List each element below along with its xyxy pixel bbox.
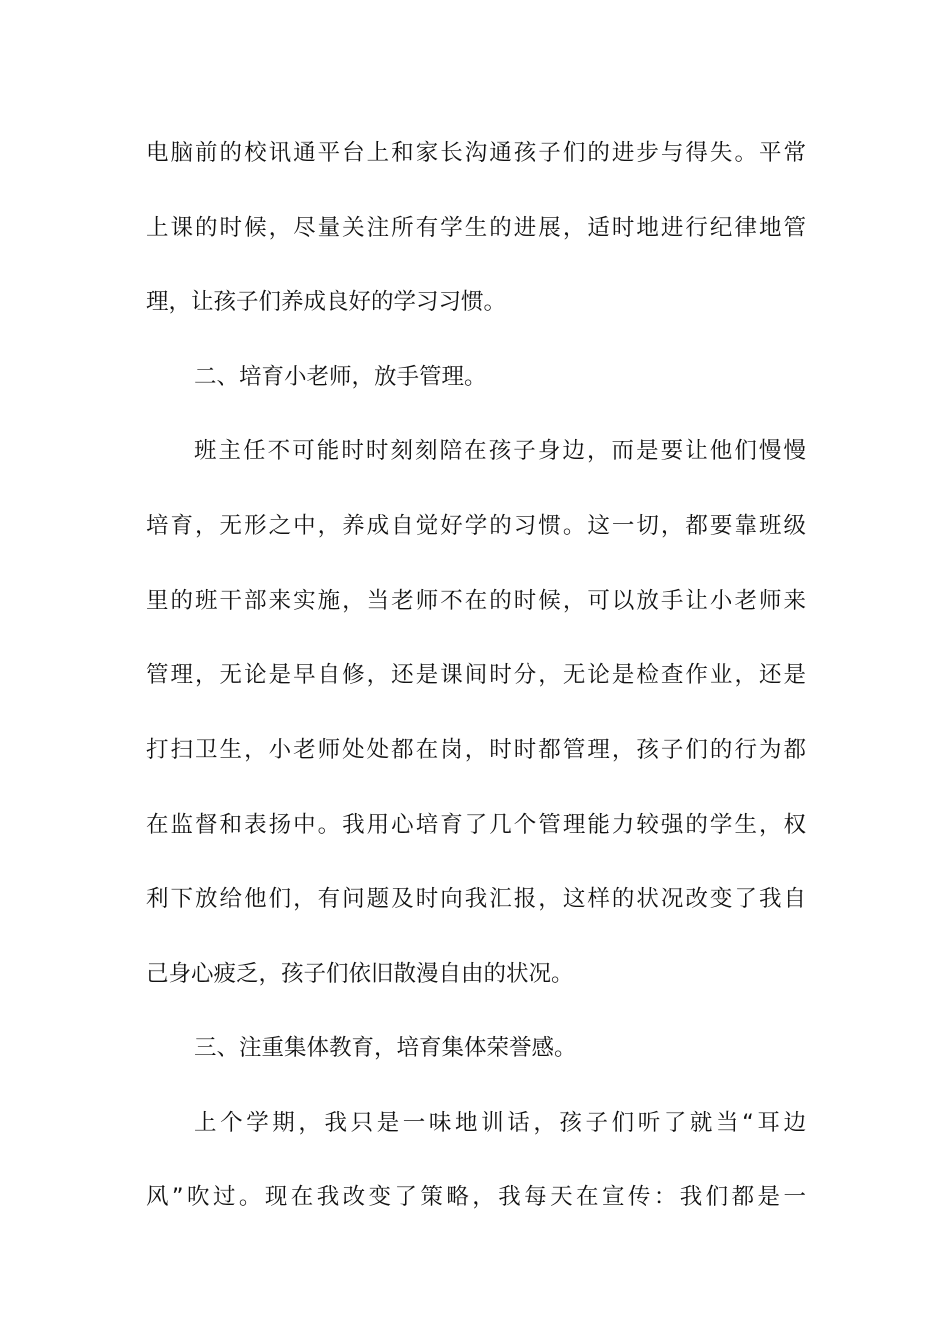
text-line: 培育，无形之中，养成自觉好学的习惯。这一切，都要靠班级 <box>146 513 806 539</box>
text-line: 班主任不可能时时刻刻陪在孩子身边，而是要让他们慢慢 <box>194 438 806 464</box>
text-line: 里的班干部来实施，当老师不在的时候，可以放手让小老师来 <box>146 588 806 614</box>
text-line: 风”吹过。现在我改变了策略，我每天在宣传：我们都是一 <box>146 1184 806 1210</box>
section-heading: 二、培育小老师，放手管理。 <box>194 364 487 390</box>
text-line: 上个学期，我只是一味地训话，孩子们听了就当“耳边 <box>194 1110 806 1136</box>
text-line: 电脑前的校讯通平台上和家长沟通孩子们的进步与得失。平常 <box>146 140 806 166</box>
text-line: 己身心疲乏，孩子们依旧散漫自由的状况。 <box>146 961 574 987</box>
section-heading: 三、注重集体教育，培育集体荣誉感。 <box>194 1035 577 1061</box>
text-line: 管理，无论是早自修，还是课间时分，无论是检查作业，还是 <box>146 662 806 688</box>
text-line: 上课的时候，尽量关注所有学生的进展，适时地进行纪律地管 <box>146 215 806 241</box>
text-line: 打扫卫生，小老师处处都在岗，时时都管理，孩子们的行为都 <box>146 737 806 763</box>
text-line: 理，让孩子们养成良好的学习习惯。 <box>146 289 507 315</box>
text-line: 利下放给他们，有问题及时向我汇报，这样的状况改变了我自 <box>146 886 806 912</box>
text-line: 在监督和表扬中。我用心培育了几个管理能力较强的学生，权 <box>146 812 806 838</box>
